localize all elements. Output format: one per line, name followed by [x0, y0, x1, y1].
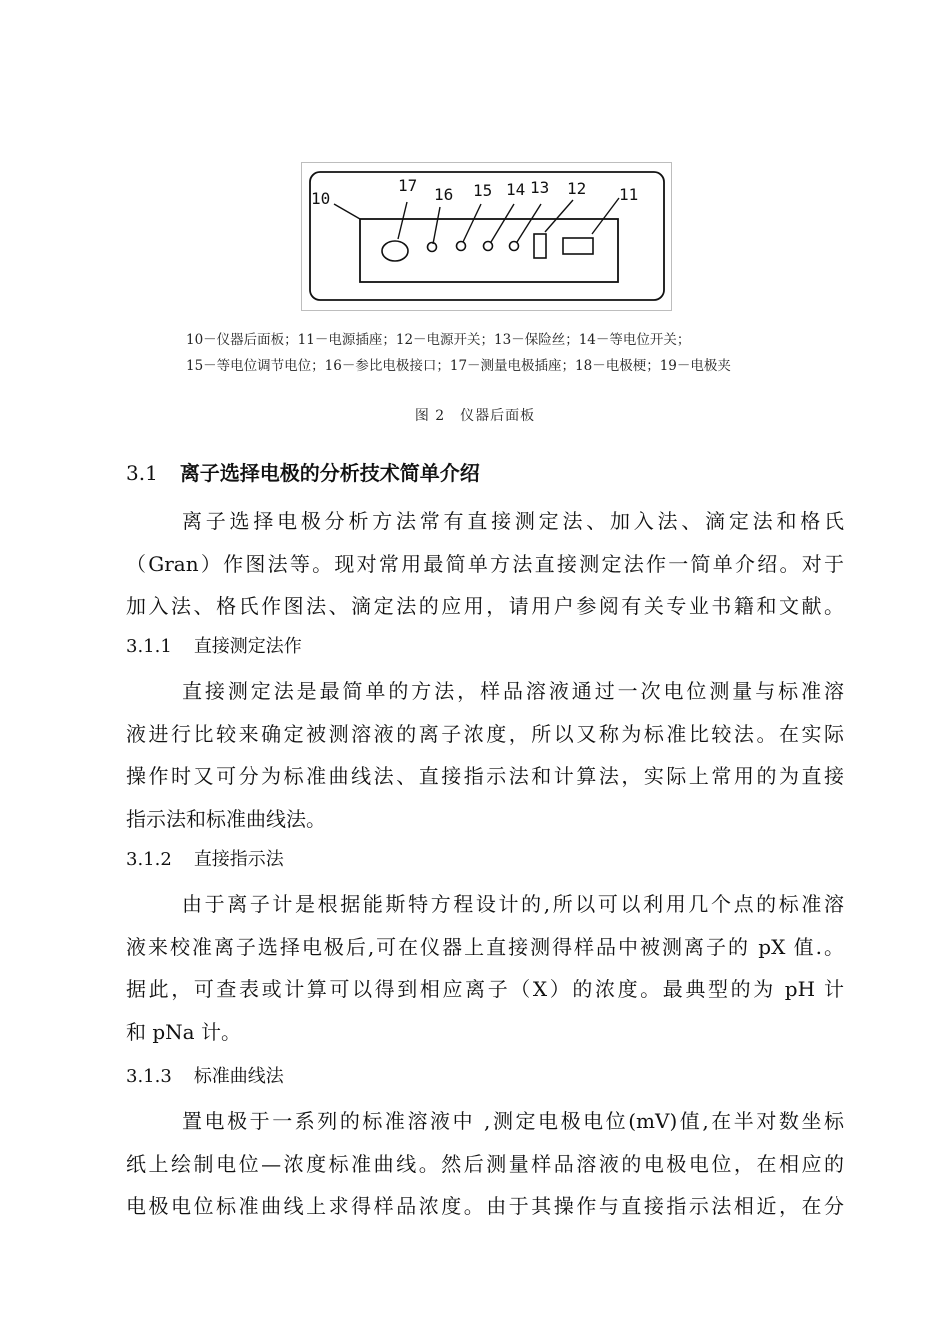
measuring-electrode-socket	[382, 241, 408, 261]
figure-legend-line-2: 15－等电位调节电位；16－参比电极接口；17－测量电极插座；18－电极梗；19－电极夹	[186, 358, 731, 374]
label-15: 15	[473, 181, 493, 200]
subsection-heading-3-1-1	[126, 632, 302, 662]
subsection-title: 标准曲线法	[193, 1066, 284, 1087]
label-13: 13	[530, 178, 550, 197]
paragraph-line: 加入法、格氏作图法、滴定法的应用，请用户参阅有关专业书籍和文献。	[126, 594, 844, 618]
paragraph-line: 液来校准离子选择电极后,可在仪器上直接测得样品中被测离子的 pX 值.。	[126, 934, 844, 959]
subsection-paragraph-3-1-3	[126, 1100, 844, 1228]
paragraph-line: 电极电位标准曲线上求得样品浓度。由于其操作与直接指示法相近，在分	[126, 1194, 844, 1218]
paragraph-line: 液进行比较来确定被测溶液的离子浓度，所以又称为标准比较法。在实际	[126, 721, 844, 746]
figure-legend-line-1: 10－仪器后面板；11－电源插座；12－电源开关；13－保险丝；14－等电位开关；	[186, 332, 691, 348]
paragraph-line: （Gran）作图法等。现对常用最简单方法直接测定法作一简单介绍。对于	[126, 551, 844, 576]
label-17: 17	[398, 176, 418, 195]
label-11: 11	[619, 185, 639, 204]
paragraph-line: 置电极于一系列的标准溶液中 ,测定电极电位(mV)值,在半对数坐标	[182, 1109, 844, 1133]
leader-17	[398, 202, 407, 239]
paragraph-line: 纸上绘制电位—浓度标准曲线。然后测量样品溶液的电极电位，在相应的	[126, 1151, 844, 1176]
label-12: 12	[567, 179, 587, 198]
leader-15	[463, 204, 481, 242]
paragraph-line: 指示法和标准曲线法。	[126, 806, 326, 831]
label-10: 10	[311, 189, 331, 208]
fuse-holder	[510, 242, 519, 251]
subsection-heading-3-1-3	[126, 1062, 284, 1092]
leader-12	[545, 200, 573, 232]
subsection-paragraph-3-1-1	[126, 670, 844, 840]
power-switch	[534, 234, 546, 258]
subsection-title: 直接测定法作	[193, 636, 302, 657]
paragraph-line: 据此，可查表或计算可以得到相应离子（X）的浓度。最典型的为 pH 计	[126, 977, 844, 1001]
label-14: 14	[506, 180, 526, 199]
section-intro-paragraph	[126, 500, 844, 628]
leader-13	[517, 204, 541, 242]
reference-electrode-port	[428, 243, 437, 252]
leader-10	[334, 204, 360, 219]
subsection-number: 3.1.3	[126, 1066, 172, 1087]
power-socket	[563, 238, 593, 254]
paragraph-line: 直接测定法是最简单的方法，样品溶液通过一次电位测量与标准溶	[182, 679, 844, 703]
subsection-number: 3.1.1	[126, 636, 172, 657]
subsection-heading-3-1-2	[126, 845, 284, 875]
rear-panel-figure	[301, 162, 673, 312]
paragraph-line: 和 pNa 计。	[126, 1019, 241, 1044]
label-16: 16	[434, 185, 454, 204]
rear-panel-diagram	[301, 162, 673, 312]
leader-11	[592, 198, 619, 234]
subsection-number: 3.1.2	[126, 849, 172, 870]
paragraph-line: 离子选择电极分析方法常有直接测定法、加入法、滴定法和格氏	[182, 509, 844, 533]
paragraph-line: 操作时又可分为标准曲线法、直接指示法和计算法，实际上常用的为直接	[126, 764, 844, 788]
paragraph-line: 由于离子计是根据能斯特方程设计的,所以可以利用几个点的标准溶	[182, 892, 844, 916]
leader-16	[433, 207, 440, 244]
leader-14	[491, 204, 514, 242]
section-number: 3.1	[126, 461, 158, 485]
equipotential-adjust-knob	[457, 242, 466, 251]
section-heading	[126, 458, 480, 488]
equipotential-switch	[484, 242, 493, 251]
subsection-paragraph-3-1-2	[126, 883, 844, 1053]
subsection-title: 直接指示法	[193, 849, 284, 870]
figure-caption: 图 2 仪器后面板	[414, 408, 536, 424]
section-title: 离子选择电极的分析技术简单介绍	[179, 461, 480, 485]
